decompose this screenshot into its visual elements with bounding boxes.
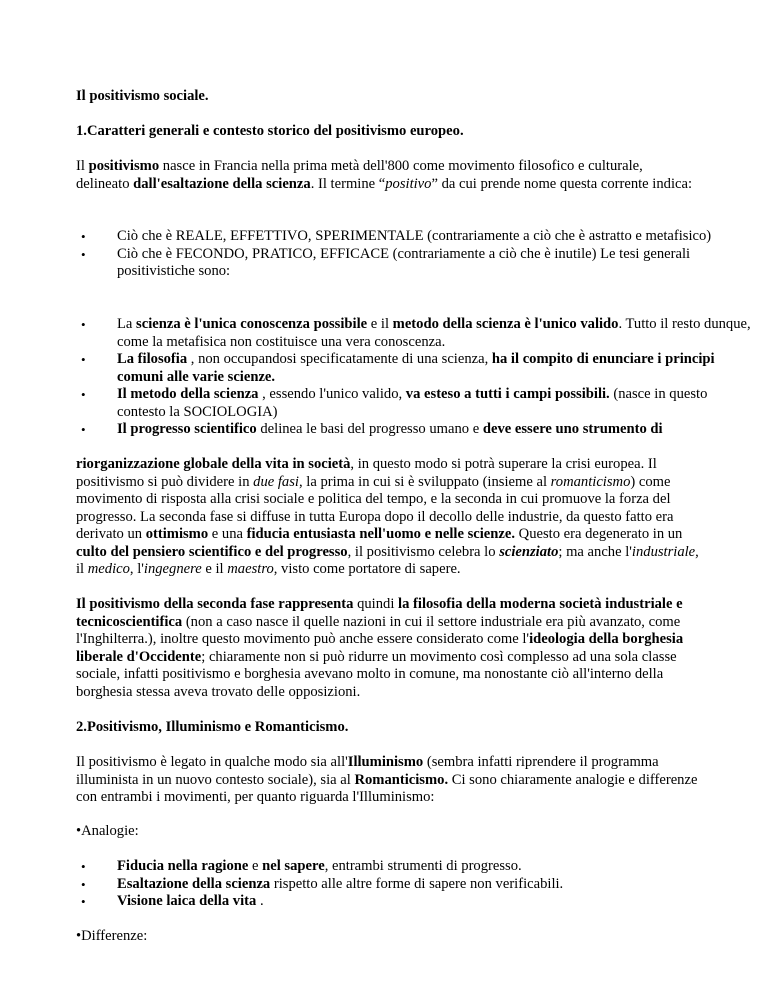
section-1-paragraph-2: riorganizzazione globale della vita in società, in questo modo si potrà superare la crisi europea. Il positivismo si può dividere in due fasi, la prima in cui si è sviluppato (insieme al romanticismo) come movimento di risposta alla crisi sociale e politica del tempo, e la seconda in cui promuove la forza del progresso. La seconda fase si diffuse in tutta Europa dopo il decollo delle industrie, da questo fatto era derivato un ottimismo e una fiducia entusiasta nell'uomo e nelle scienze. Questo era degenerato in un culto del pensiero scientifico e del progresso, il positivismo celebra lo scienziato; ma anche l'industriale, il medico, l'ingegnere e il maestro, visto come portatore di sapere.: [76, 456, 699, 577]
differenze-label: •Differenze:: [76, 928, 148, 944]
analogie-list: [76, 858, 757, 911]
list-item: • Ciò che è REALE, EFFETTIVO, SPERIMENTALE (contrariamente a ciò che è astratto e metafisico): [117, 228, 717, 246]
positivist-theses-list: [76, 316, 757, 439]
list-item: • Ciò che è FECONDO, PRATICO, EFFICACE (contrariamente a ciò che è inutile) Le tesi generali positivistiche sono:: [117, 246, 717, 281]
section-1-paragraph-3: Il positivismo della seconda fase rappresenta quindi la filosofia della moderna società industriale e tecnicoscientifica (non a caso nasce il quelle nazioni in cui il settore industriale era più avanzato, come l'Inghilterra.), inoltre questo movimento può anche essere considerato come l'ideologia della borghesia liberale d'Occidente; chiaramente non si può ridurre un movimento così complesso ad una sola classe sociale, infatti positivismo e borghesia avevano molto in comune, ma nonostante ciò all'interno della borghesia stessa aveva trovato delle opposizioni.: [76, 596, 684, 700]
positivo-meaning-list: [76, 228, 717, 281]
list-item: • Fiducia nella ragione e nel sapere, entrambi strumenti di progresso.: [117, 858, 757, 876]
list-item: • La scienza è l'unica conoscenza possibile e il metodo della scienza è l'unico valido. Tutto il resto dunque, come la metafisica non costituisce una vera conoscenza.: [117, 316, 757, 351]
section-1-paragraph-1: Il positivismo nasce in Francia nella prima metà dell'800 come movimento filosofico e culturale, delineato dall'esaltazione della scienza. Il termine “positivo” da cui prende nome questa corrente indica:: [76, 158, 693, 192]
section-1-heading: 1.Caratteri generali e contesto storico del positivismo europeo.: [76, 123, 464, 139]
analogie-label: •Analogie:: [76, 823, 139, 839]
section-2-paragraph-1: Il positivismo è legato in qualche modo sia all'Illuminismo (sembra infatti riprendere il programma illuminista in un nuovo contesto sociale), sia al Romanticismo. Ci sono chiaramente analogie e differenze con entrambi i movimenti, per quanto riguarda l'Illuminismo:: [76, 754, 698, 805]
list-item: • Il metodo della scienza , essendo l'unico valido, va esteso a tutti i campi possibili. (nasce in questo contesto la SOCIOLOGIA): [117, 386, 757, 421]
list-item: • Il progresso scientifico delinea le basi del progresso umano e deve essere uno strumento di: [117, 421, 757, 439]
document-title: Il positivismo sociale.: [76, 88, 209, 104]
list-item: • La filosofia , non occupandosi specificatamente di una scienza, ha il compito di enunciare i principi comuni alle varie scienze.: [117, 351, 757, 386]
section-2-heading: 2.Positivismo, Illuminismo e Romanticismo.: [76, 719, 349, 735]
list-item: • Visione laica della vita .: [117, 893, 757, 911]
list-item: • Esaltazione della scienza rispetto alle altre forme di sapere non verificabili.: [117, 876, 757, 894]
